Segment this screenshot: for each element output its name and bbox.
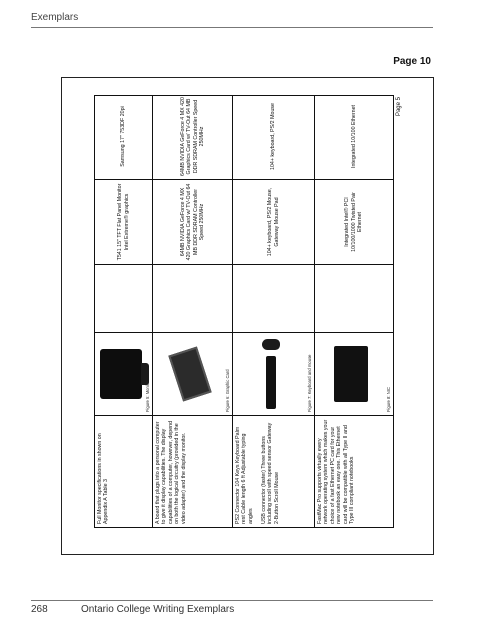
header-title: Exemplars — [31, 12, 79, 23]
row-option-2: 64MB NVIDIA GeForce 4 MX 420 Graphics Card w/ TV-Out 64 MB DDR SDRAM Controller Speed 250MHz — [179, 97, 205, 176]
row-description: PS2 Connector 104 Keys Keyboard Palm rest Cable length 6 ft Adjustable typing angles USB connector (faster) Three buttons including scroll with speed sensor Gateway 2-Button Scroll Mouse — [233, 415, 314, 527]
row-empty-cell — [315, 264, 393, 332]
scan-page-mark: Page 5 — [396, 97, 402, 117]
header-rule — [31, 27, 433, 28]
row-option-2: 104+ keyboard, PS/2 Mouse — [270, 103, 277, 170]
row-image-cell — [95, 332, 152, 415]
row-option-1: Integrated Intel® PCI 10/100/1000 Twisted Pair Ethernet — [315, 179, 393, 264]
row-option-1: 64MB NVIDIA GeForce 4 MX 420 Graphics Card w/ TV-Out 64 MB DDR SDRAM Controller Speed 250MHz — [153, 179, 232, 264]
rotated-table-wrapper — [88, 95, 414, 528]
figure-caption: Figure 8: NIC — [385, 387, 391, 412]
table-row — [95, 96, 153, 527]
row-option-2: Samsung 17" 753DF 20pi — [120, 106, 127, 167]
footer-book-title: Ontario College Writing Exemplars — [81, 604, 235, 615]
scanned-page — [88, 95, 414, 528]
footer-text — [31, 604, 234, 615]
table-row — [153, 96, 233, 527]
figure-caption: Figure 7: Keyboard and mouse — [306, 354, 312, 412]
row-image-cell — [153, 332, 232, 415]
row-image-cell — [315, 332, 393, 415]
table-row — [233, 96, 315, 527]
figure-caption: Figure 5: Monitor — [144, 380, 150, 412]
row-description: A board that plugs into a personal computer to give it display capabilities. The display capabilities of a computer, however, depend on both the logical circuitry (provided in the video adapter) and the display monitor. — [153, 415, 232, 527]
row-empty-cell — [95, 264, 152, 332]
page-label: Page 10 — [393, 56, 431, 67]
monitor-image — [100, 349, 142, 399]
nic-image — [334, 346, 368, 402]
row-option-1: T541 15" TFT Flat Panel Monitor Intel Extreme® graphics — [95, 179, 152, 264]
figure-caption: Figure 6: Graphic Card — [224, 369, 230, 412]
footer-rule — [31, 600, 433, 601]
table-row — [315, 96, 393, 527]
row-image-cell — [233, 332, 314, 415]
row-option-1: 104+ keyboard, PS/2 Mouse, Gateway Mouse Pad — [233, 179, 314, 264]
row-empty-cell — [153, 264, 232, 332]
keyboard-image — [266, 356, 276, 409]
row-empty-cell — [233, 264, 314, 332]
row-description: Full Monitor specifications in shown on Appendix A Table 3 — [95, 415, 152, 527]
row-description: FastMac Pro supports virtually every network operating system which makes your choice of a fast Ethernet PC card for your new notebook an easy one. This Ethernet card will be compatible with all Type II and Type III compliant notebooks — [315, 415, 393, 527]
footer-page-number: 268 — [31, 604, 48, 615]
mouse-image — [262, 339, 280, 350]
row-option-2: Integrated 10/100 Ethernet — [350, 104, 357, 169]
spec-table — [94, 95, 394, 528]
graphic-card-image — [168, 347, 211, 402]
